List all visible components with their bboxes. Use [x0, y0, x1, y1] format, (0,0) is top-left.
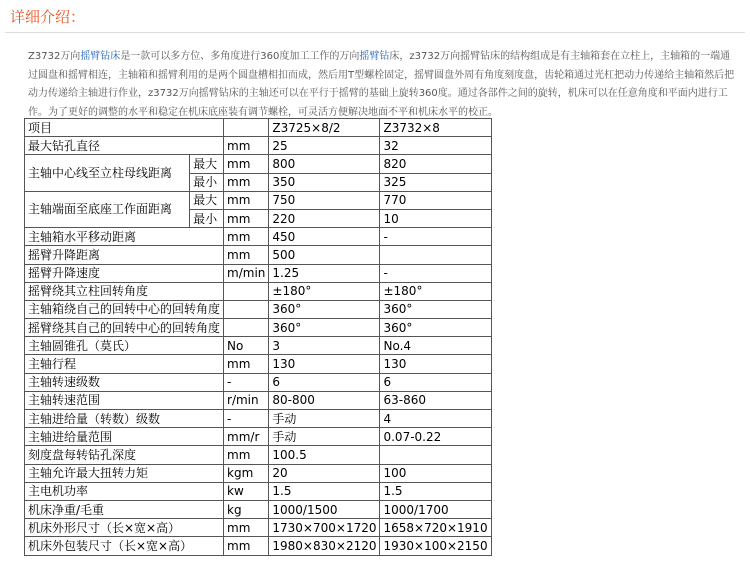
value-model-a: 1000/1500 [269, 500, 380, 518]
row-label: 主轴端面至底座工作面距离 [25, 191, 190, 227]
value-model-b: 0.07-0.22 [380, 428, 491, 446]
table-row [25, 319, 492, 337]
table-row [25, 137, 492, 155]
header-model-b: Z3732×8 [380, 119, 491, 137]
row-sublabel: 最大 [190, 155, 224, 173]
table-row [25, 482, 492, 500]
keyword-link-radial-drill[interactable]: 摇臂钻床 [80, 51, 121, 62]
value-model-a: 手动 [269, 428, 380, 446]
value-model-a: 350 [269, 173, 380, 191]
row-unit [224, 319, 269, 337]
header-item: 项目 [25, 119, 224, 137]
value-model-a: 25 [269, 137, 380, 155]
value-model-a: 3 [269, 337, 380, 355]
value-model-a: 800 [269, 155, 380, 173]
row-label: 主轴中心线至立柱母线距离 [25, 155, 190, 191]
section-heading: 详细介绍： [10, 8, 86, 26]
value-model-b: No.4 [380, 337, 491, 355]
value-model-b: 1000/1700 [380, 500, 491, 518]
row-unit [224, 282, 269, 300]
value-model-a: 1980×830×2120 [269, 537, 380, 555]
table-row [25, 410, 492, 428]
value-model-a: 130 [269, 355, 380, 373]
table-row [25, 500, 492, 518]
row-unit: mm [224, 537, 269, 555]
value-model-b: 770 [380, 191, 491, 209]
table-row [25, 464, 492, 482]
row-label: 主轴圆锥孔（莫氏） [25, 337, 224, 355]
value-model-a: 1730×700×1720 [269, 519, 380, 537]
row-unit: - [224, 373, 269, 391]
header-unit [224, 119, 269, 137]
spec-table [24, 118, 492, 556]
value-model-a: 360° [269, 300, 380, 318]
value-model-b [380, 246, 491, 264]
value-model-b: - [380, 228, 491, 246]
keyword-link-radial-drill-short[interactable]: 摇臂钻 [359, 51, 390, 62]
row-label: 摇臂绕其自己的回转中心的回转角度 [25, 319, 224, 337]
value-model-b: 130 [380, 355, 491, 373]
row-label: 主轴进给量（转数）级数 [25, 410, 224, 428]
row-unit [224, 300, 269, 318]
row-label: 最大钻孔直径 [25, 137, 224, 155]
value-model-b: ±180° [380, 282, 491, 300]
value-model-a: 手动 [269, 410, 380, 428]
table-row [25, 282, 492, 300]
table-row [25, 373, 492, 391]
row-unit: mm [224, 228, 269, 246]
row-label: 摇臂升降速度 [25, 264, 224, 282]
value-model-b: 360° [380, 300, 491, 318]
value-model-b: 1.5 [380, 482, 491, 500]
row-label: 机床外包装尺寸（长×宽×高） [25, 537, 224, 555]
row-label: 主轴进给量范围 [25, 428, 224, 446]
row-unit: mm/r [224, 428, 269, 446]
row-unit: mm [224, 137, 269, 155]
value-model-a: 500 [269, 246, 380, 264]
header-model-a: Z3725×8/2 [269, 119, 380, 137]
value-model-b: 1930×100×2150 [380, 537, 491, 555]
value-model-a: 750 [269, 191, 380, 209]
value-model-a: 100.5 [269, 446, 380, 464]
table-row [25, 300, 492, 318]
intro-paragraph [28, 48, 740, 122]
value-model-a: 20 [269, 464, 380, 482]
row-unit: No [224, 337, 269, 355]
row-unit: mm [224, 155, 269, 173]
row-label: 刻度盘每转钻孔深度 [25, 446, 224, 464]
row-label: 机床外形尺寸（长×宽×高） [25, 519, 224, 537]
row-unit: mm [224, 173, 269, 191]
table-row [25, 355, 492, 373]
row-label: 主轴转速范围 [25, 391, 224, 409]
row-sublabel: 最小 [190, 173, 224, 191]
row-unit: r/min [224, 391, 269, 409]
intro-text: Z3732万向 [28, 51, 81, 62]
value-model-b: 6 [380, 373, 491, 391]
row-sublabel: 最小 [190, 209, 224, 227]
value-model-a: 360° [269, 319, 380, 337]
value-model-b: 360° [380, 319, 491, 337]
table-row [25, 428, 492, 446]
value-model-b: 325 [380, 173, 491, 191]
intro-text: 床，z3732万向摇臂钻床的结构组成是有主轴箱套在立柱上，主轴箱的一端通过圆盘和摇臂相连，主轴箱和摇臂利用的是两个圆盘槽相扣而成，然后用T型螺栓固定，摇臂圆盘外周有角度刻度盘，齿轮箱通过光杠把动力传递给主轴箱然后把动力传递给主轴进行作业，z3732万向摇臂钻床的主轴还可以在平行于摇臂的基础上旋转360度。通过各部件之间的旋转，机床可以在任意角度和平面内进行工作。为了更好的调整的水平和稳定在机床底座装有调节螺栓，可灵活方便解决地面不平和机床水平的校正。 [28, 51, 735, 118]
table-row [25, 446, 492, 464]
table-row [25, 155, 492, 173]
row-unit: mm [224, 519, 269, 537]
intro-text: 是一款可以多方位、多角度进行360度加工工作的万向 [120, 51, 360, 62]
table-row [25, 537, 492, 555]
row-label: 主电机功率 [25, 482, 224, 500]
row-label: 摇臂升降距离 [25, 246, 224, 264]
row-label: 摇臂绕其立柱回转角度 [25, 282, 224, 300]
table-row [25, 391, 492, 409]
value-model-a: 6 [269, 373, 380, 391]
row-unit: m/min [224, 264, 269, 282]
value-model-b: 1658×720×1910 [380, 519, 491, 537]
row-unit: mm [224, 191, 269, 209]
row-unit: mm [224, 246, 269, 264]
value-model-a: 450 [269, 228, 380, 246]
value-model-b: - [380, 264, 491, 282]
value-model-b: 100 [380, 464, 491, 482]
table-row [25, 264, 492, 282]
row-label: 主轴行程 [25, 355, 224, 373]
value-model-b: 10 [380, 209, 491, 227]
value-model-a: 1.25 [269, 264, 380, 282]
row-unit: - [224, 410, 269, 428]
value-model-a: ±180° [269, 282, 380, 300]
divider [5, 32, 745, 33]
table-row [25, 337, 492, 355]
row-label: 主轴箱水平移动距离 [25, 228, 224, 246]
table-row [25, 228, 492, 246]
value-model-b: 32 [380, 137, 491, 155]
table-row [25, 519, 492, 537]
row-unit: kgm [224, 464, 269, 482]
row-label: 机床净重/毛重 [25, 500, 224, 518]
value-model-b: 820 [380, 155, 491, 173]
row-label: 主轴箱绕自己的回转中心的回转角度 [25, 300, 224, 318]
table-row [25, 191, 492, 209]
row-label: 主轴允许最大扭转力矩 [25, 464, 224, 482]
value-model-b: 63-860 [380, 391, 491, 409]
value-model-b [380, 446, 491, 464]
table-header-row [25, 119, 492, 137]
value-model-b: 4 [380, 410, 491, 428]
row-unit: mm [224, 209, 269, 227]
row-unit: mm [224, 446, 269, 464]
value-model-a: 220 [269, 209, 380, 227]
row-label: 主轴转速级数 [25, 373, 224, 391]
value-model-a: 80-800 [269, 391, 380, 409]
value-model-a: 1.5 [269, 482, 380, 500]
row-sublabel: 最大 [190, 191, 224, 209]
row-unit: kg [224, 500, 269, 518]
table-row [25, 246, 492, 264]
row-unit: kw [224, 482, 269, 500]
row-unit: mm [224, 355, 269, 373]
